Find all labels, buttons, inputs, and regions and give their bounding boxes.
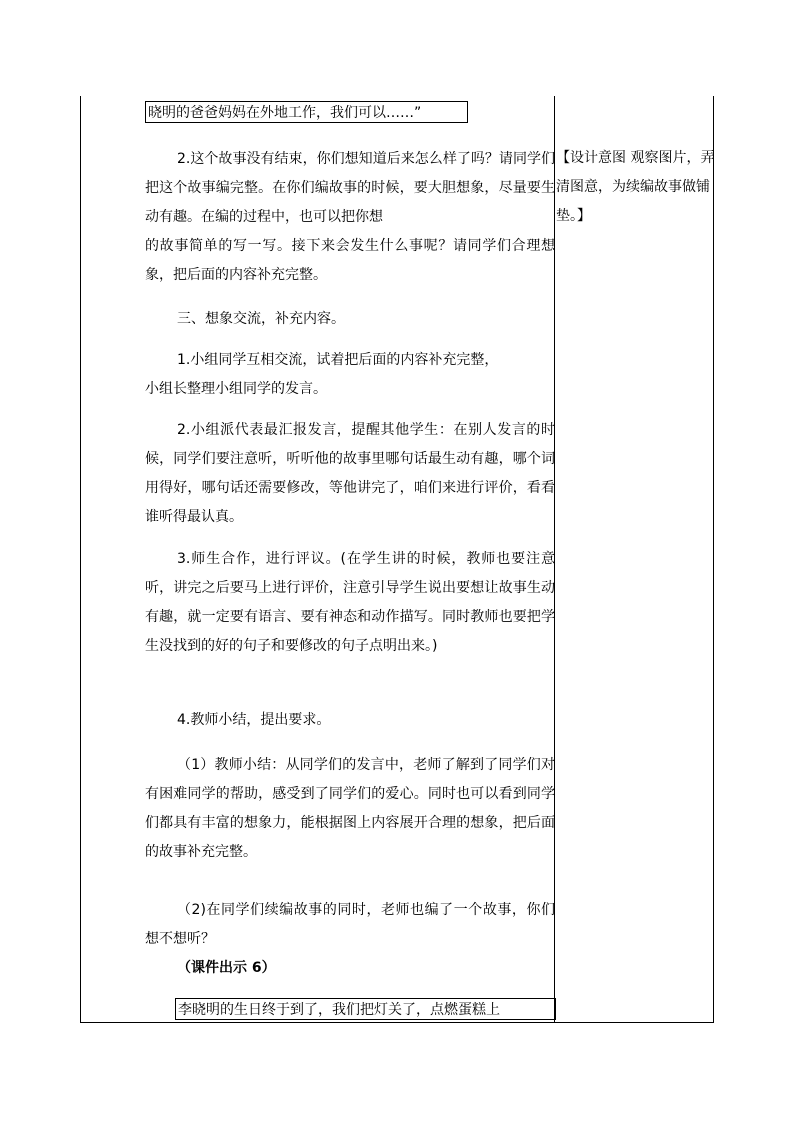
table-bottom-border bbox=[80, 1022, 714, 1023]
courseware-note: （课件出示 6） bbox=[177, 960, 276, 976]
section-3-item-1: 1.小组同学互相交流，试着把后面的内容补充完整， bbox=[177, 352, 499, 368]
quote-box-bottom: 李晓明的生日终于到了，我们把灯关了，点燃蛋糕上 bbox=[175, 998, 556, 1020]
table-left-border bbox=[80, 96, 81, 1023]
section-3-item-3: 3.师生合作，进行评议。(在学生讲的时候，教师也要注意听，讲完之后要马上进行评价，注意引导学生说出要想让故事生动有趣，就一定要有语言、要有神态和动作描写。同时教师也要把学生没找到的好的句子和要修改的句子点明出来。) bbox=[145, 551, 555, 654]
paragraph-2-part-a: 2.这个故事没有结束，你们想知道后来怎么样了吗？请同学们把这个故事编完整。在你们编故事的时候，要大胆想象，尽量要生动有趣。在编的过程中，也可以把你想 bbox=[145, 151, 555, 225]
section-3-item-4: 4.教师小结，提出要求。 bbox=[177, 712, 331, 728]
section-3-item-4-sub-1: （1）教师小结：从同学们的发言中，老师了解到了同学们对有困难同学的帮助，感受到了同学们的爱心。同时也可以看到同学们都具有丰富的想象力，能根据图上内容展开合理的想象，把后面的故事补充完整。 bbox=[145, 757, 555, 860]
paragraph-2-part-b: 的故事简单的写一写。接下来会发生什么事呢？请同学们合理想象，把后面的内容补充完整。 bbox=[145, 238, 555, 283]
table-right-border bbox=[713, 96, 714, 1023]
section-3-item-2: 2.小组派代表最汇报发言，提醒其他学生：在别人发言的时候，同学们要注意听，听听他的故事里哪句话最生动有趣，哪个词用得好，哪句话还需要修改，等他讲完了，咱们来进行评价，看看谁听得最认真。 bbox=[145, 422, 555, 525]
section-3-item-4-sub-2: （2)在同学们续编故事的同时，老师也编了一个故事，你们想不想听？ bbox=[145, 902, 555, 947]
quote-box-top: 晓明的爸爸妈妈在外地工作，我们可以……” bbox=[145, 101, 468, 123]
section-3-heading: 三、想象交流，补充内容。 bbox=[177, 311, 345, 327]
design-intent-note: 【设计意图 观察图片，弄清图意，为续编故事做铺垫。】 bbox=[556, 150, 715, 224]
section-3-item-1-continued: 小组长整理小组同学的发言。 bbox=[145, 381, 327, 397]
